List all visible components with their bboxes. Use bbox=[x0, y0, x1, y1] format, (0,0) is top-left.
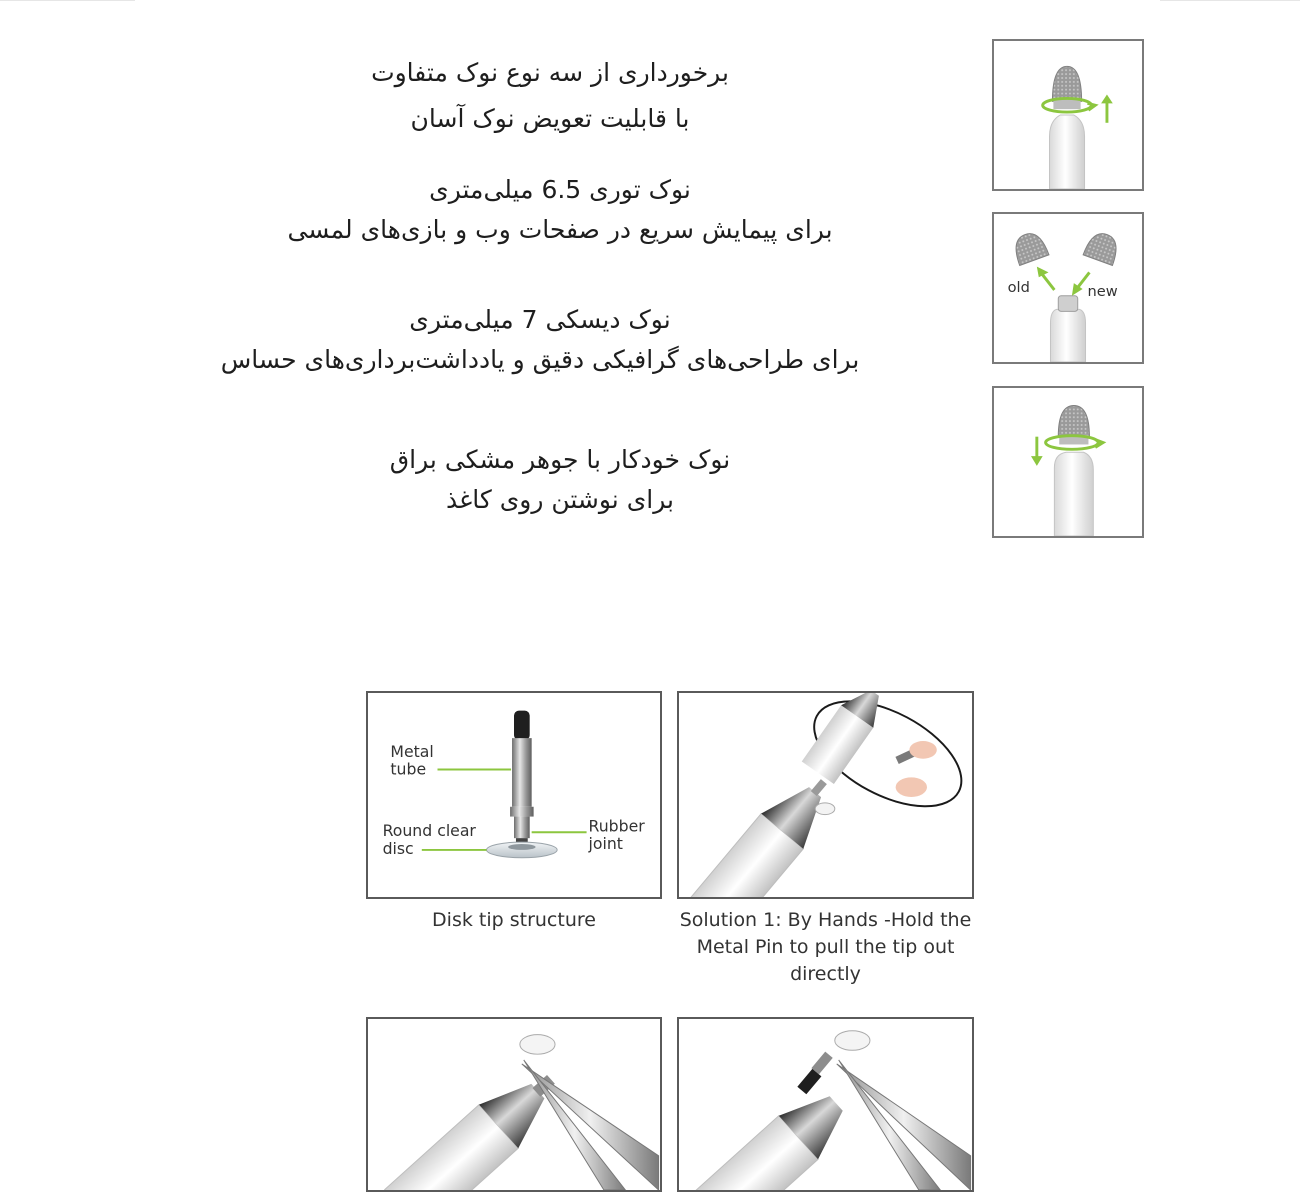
feature-line: نوک توری 6.5 میلی‌متری bbox=[429, 175, 691, 204]
solution1-caption bbox=[667, 907, 984, 988]
caption-line: Solution 1: By Hands -Hold the bbox=[679, 909, 972, 931]
round-disc-label-line2: disc bbox=[382, 838, 414, 858]
feature-line: نوک دیسکی 7 میلی‌متری bbox=[409, 305, 671, 334]
caption-line: Metal Pin to pull the tip out bbox=[696, 936, 955, 958]
mesh-tip-install-illustration-icon bbox=[994, 388, 1142, 536]
caption-line: directly bbox=[790, 963, 861, 985]
feature-line: با قابلیت تعویض نوک آسان bbox=[410, 104, 690, 133]
disk-tip-structure-panel bbox=[366, 691, 662, 899]
rubber-joint-label-line2: joint bbox=[588, 833, 623, 853]
feature-line: نوک خودکار با جوهر مشکی براق bbox=[389, 445, 731, 474]
rubber-joint-label-line1: Rubber bbox=[588, 816, 645, 836]
side-image-remove bbox=[992, 39, 1144, 191]
feature-line: برای طراحی‌های گرافیکی دقیق و یادداشت‌برداری‌های حساس bbox=[220, 345, 860, 374]
feature-block-1 bbox=[230, 53, 870, 139]
side-image-install bbox=[992, 386, 1144, 538]
tweezers-removal-illustration bbox=[368, 1019, 660, 1190]
round-disc-label-line1: Round clear bbox=[382, 821, 476, 841]
feature-line: برخورداری از سه نوع نوک متفاوت bbox=[371, 58, 729, 87]
mesh-tip-replace-illustration-icon bbox=[994, 214, 1142, 362]
feature-line: برای نوشتن روی کاغذ bbox=[446, 485, 674, 514]
feature-line: برای پیمایش سریع در صفحات وب و بازی‌های لمسی bbox=[287, 215, 833, 244]
side-image-replace bbox=[992, 212, 1144, 364]
top-divider-right bbox=[1160, 0, 1300, 1]
mesh-tip-remove-illustration-icon bbox=[994, 41, 1142, 189]
old-label: old bbox=[1007, 278, 1030, 296]
top-divider-left bbox=[0, 0, 135, 1]
tweezers-pull-illustration bbox=[679, 1019, 972, 1190]
tweezers-panel-right bbox=[677, 1017, 974, 1192]
caption-line: Disk tip structure bbox=[432, 909, 596, 931]
feature-block-4 bbox=[240, 440, 880, 520]
solution1-illustration bbox=[679, 693, 972, 897]
feature-block-3 bbox=[140, 300, 940, 380]
disk-tip-structure-diagram bbox=[368, 693, 660, 897]
metal-tube-label-line1: Metal bbox=[390, 741, 434, 761]
tweezers-panel-left bbox=[366, 1017, 662, 1192]
feature-block-2 bbox=[180, 170, 940, 250]
metal-tube-label-line2: tube bbox=[390, 759, 427, 779]
solution1-panel bbox=[677, 691, 974, 899]
disk-tip-structure-caption bbox=[366, 907, 662, 934]
new-label: new bbox=[1087, 282, 1118, 300]
